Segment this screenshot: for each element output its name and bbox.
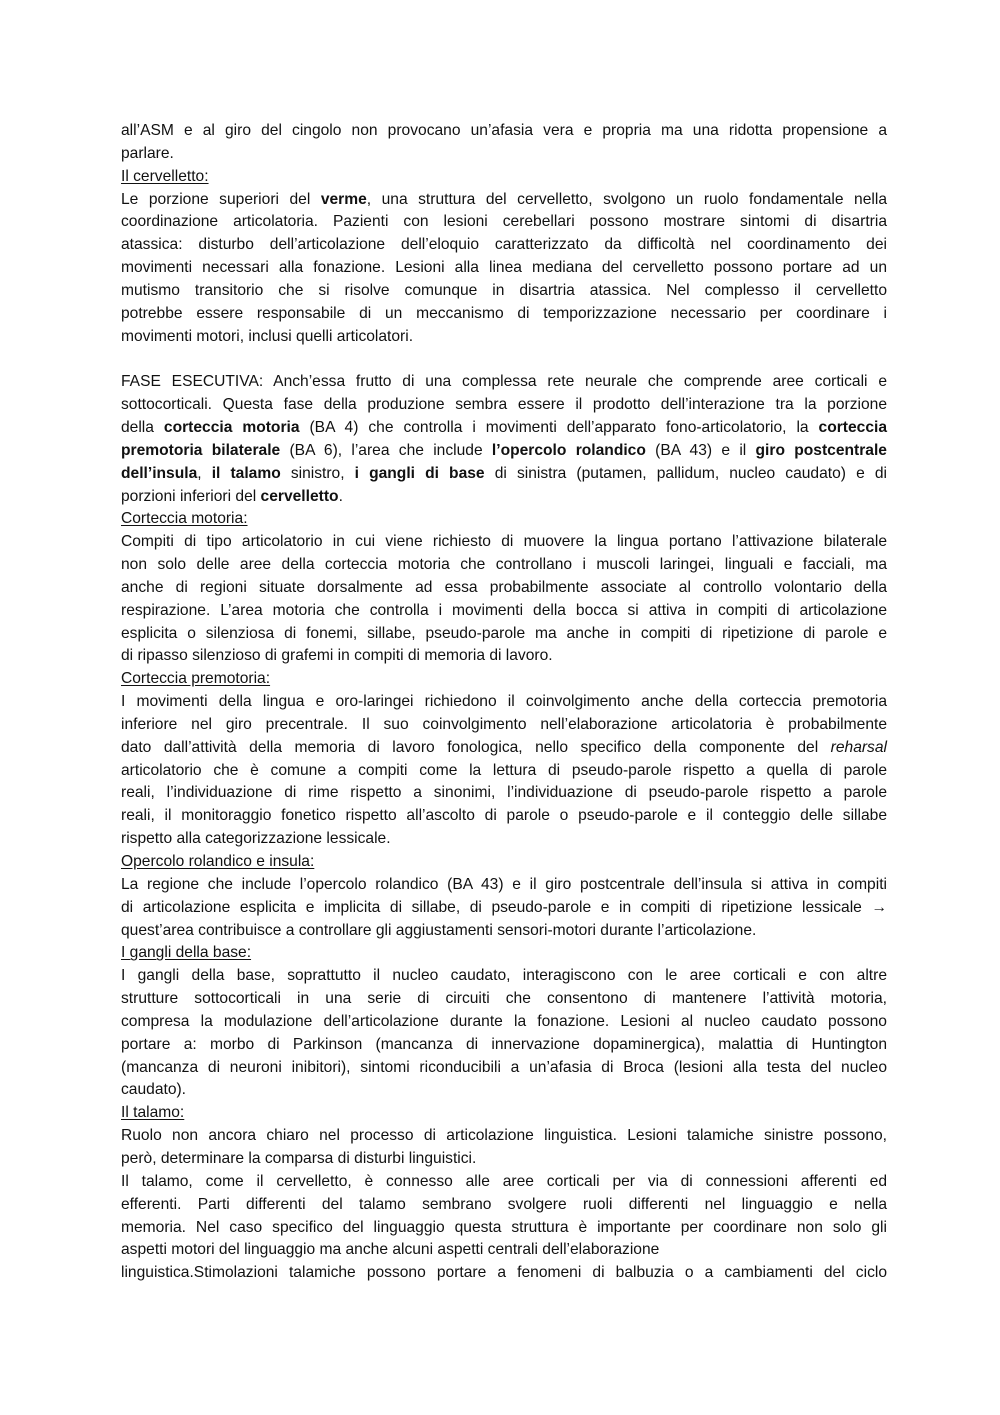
- text-line: (mancanza di neuroni inibitori), sintomi riconducibili a un’afasia di Broca (lesioni alla testa del nucleo: [121, 1058, 887, 1076]
- text-line: reali, l’individuazione di rime rispetto a sinonimi, l’individuazione di pseudo-parole rispetto a parole: [121, 784, 887, 802]
- text-line: rispetto alla categorizzazione lessicale.: [121, 830, 391, 848]
- text-run: della: [121, 418, 164, 436]
- text-line: Il talamo, come il cervelletto, è connesso alle aree corticali per via di connessioni afferenti ed: [121, 1172, 887, 1190]
- text-line: esplicita o silenziosa di fonemi, sillabe, pseudo-parole ma anche in compiti di ripetizione di parole e: [121, 624, 887, 642]
- text-line: memoria. Nel caso specifico del linguaggio questa struttura è importante per coordinare non solo gli: [121, 1218, 887, 1236]
- text-line: I gangli della base, soprattutto il nucleo caudato, interagiscono con le aree corticali e con altre: [121, 967, 887, 985]
- text-line: strutture sottocorticali in una serie di circuiti che consentono di mantenere l’attività motoria,: [121, 990, 887, 1008]
- text-line: mutismo transitorio che si risolve comunque in disartria atassica. Nel complesso il cervelletto: [121, 281, 887, 299]
- text-line: [121, 486, 887, 509]
- text-line: [121, 737, 887, 760]
- text-run: porzioni inferiori del: [121, 487, 261, 505]
- section-heading: Il cervelletto:: [121, 167, 209, 185]
- bold-term: il talamo: [211, 464, 281, 482]
- text-line: però, determinare la comparsa di disturbi linguistici.: [121, 1149, 477, 1167]
- text-run: (BA 43) e il: [645, 441, 756, 459]
- text-line: anche di regioni situate dorsalmente ad essa probabilmente associate al controllo volontario della: [121, 578, 887, 596]
- text-line: aspetti motori del linguaggio ma anche alcuni aspetti centrali dell’elaborazione: [121, 1241, 660, 1259]
- text-line: FASE ESECUTIVA: Anch’essa frutto di una complessa rete neurale che comprende aree corticali e: [121, 373, 887, 391]
- text-run: di sinistra (putamen, pallidum, nucleo caudato) e di: [484, 464, 887, 482]
- text-line: coordinazione articolatoria. Pazienti con lesioni cerebellari possono mostrare sintomi di disartria: [121, 213, 887, 231]
- bold-term: l’opercolo rolandico: [491, 441, 646, 459]
- text-line: articolatorio che è comune a compiti come la lettura di pseudo-parole rispetto a quella di parole: [121, 761, 887, 779]
- bold-term: corteccia: [818, 418, 888, 436]
- bold-term: giro postcentrale: [755, 441, 887, 459]
- text-run: sinistro,: [280, 464, 355, 482]
- text-line: quest’area contribuisce a controllare gli aggiustamenti sensori-motori durante l’articolazione.: [121, 921, 757, 939]
- text-line: reali, il monitoraggio fonetico rispetto all’ascolto di parole o pseudo-parole e il conteggio delle sillabe: [121, 807, 887, 825]
- text-line: potrebbe essere responsabile di un meccanismo di temporizzazione necessario per coordinare i: [121, 304, 887, 322]
- text-run: (BA 4) che controlla i movimenti dell’apparato fono-articolatorio, la: [299, 418, 819, 436]
- text-line: movimenti necessari alla fonazione. Lesioni alla linea mediana del cervelletto possono portare ad un: [121, 259, 887, 277]
- text-run: .: [338, 487, 343, 505]
- text-line: non solo delle aree della corteccia motoria che controllano i muscoli laringei, linguali e facciali, ma: [121, 556, 887, 574]
- text-line: [121, 189, 887, 212]
- text-line: La regione che include l’opercolo rolandico (BA 43) e il giro postcentrale dell’insula si attiva in compiti: [121, 875, 887, 893]
- bold-term: corteccia motoria: [163, 418, 300, 436]
- text-line: respirazione. L’area motoria che controlla i movimenti della bocca si attiva in compiti di articolazione: [121, 601, 887, 619]
- text-line: all’ASM e al giro del cingolo non provocano un’afasia vera e propria ma una ridotta propensione a: [121, 122, 887, 139]
- text-line: efferenti. Parti differenti del talamo sembrano svolgere ruoli differenti nel linguaggio e nella: [121, 1195, 887, 1213]
- text-line: linguistica.Stimolazioni talamiche possono portare a fenomeni di balbuzia o a cambiamenti del ciclo: [121, 1264, 887, 1282]
- paragraph-gap: [121, 348, 887, 371]
- text-line: [121, 440, 887, 463]
- italic-term: reharsal: [830, 738, 887, 756]
- text-run: , una struttura del cervelletto, svolgono un ruolo fondamentale nella: [366, 190, 887, 208]
- section-heading: Opercolo rolandico e insula:: [121, 853, 315, 870]
- text-line: parlare.: [121, 144, 174, 162]
- text-line: atassica: disturbo dell’articolazione dell’eloquio caratterizzato da difficoltà nel coordinamento dei: [121, 236, 887, 254]
- text-line: movimenti motori, inclusi quelli articolatori.: [121, 327, 414, 345]
- bold-term: i gangli di base: [354, 464, 485, 482]
- section-heading: Corteccia motoria:: [121, 510, 248, 528]
- bold-term: dell’insula: [121, 464, 198, 482]
- document-page: [121, 120, 887, 1285]
- text-line: portare a: morbo di Parkinson (mancanza di innervazione dopaminergica), malattia di Huntington: [121, 1035, 887, 1053]
- text-line: [121, 417, 887, 440]
- section-heading: I gangli della base:: [121, 944, 252, 962]
- bold-term: cervelletto: [260, 487, 339, 505]
- section-heading: Corteccia premotoria:: [121, 670, 271, 688]
- text-run: dato dall’attività della memoria di lavoro fonologica, nello specifico della componente del: [121, 738, 831, 756]
- text-line: di ripasso silenzioso di grafemi in compiti di memoria di lavoro.: [121, 647, 553, 665]
- text-run: Le porzione superiori del: [121, 190, 321, 208]
- text-line: Compiti di tipo articolatorio in cui viene richiesto di muovere la lingua portano l’attivazione bilaterale: [121, 533, 887, 551]
- text-line: caudato).: [121, 1081, 187, 1099]
- bold-term: verme: [320, 190, 367, 208]
- text-line: I movimenti della lingua e oro-laringei richiedono il coinvolgimento anche della corteccia premotoria: [121, 693, 887, 711]
- text-line: [121, 463, 887, 486]
- text-line: Ruolo non ancora chiaro nel processo di articolazione linguistica. Lesioni talamiche sinistre possono,: [121, 1127, 887, 1145]
- text-run: (BA 6), l’area che include: [280, 441, 492, 459]
- text-line: compresa la modulazione dell’articolazione durante la fonazione. Lesioni al nucleo caudato possono: [121, 1012, 887, 1030]
- text-line: inferiore nel giro precentrale. Il suo coinvolgimento nell’elaborazione articolatoria è probabilmente: [121, 715, 887, 733]
- bold-term: premotoria bilaterale: [121, 441, 281, 459]
- section-heading: Il talamo:: [121, 1104, 185, 1122]
- text-line: di articolazione esplicita e implicita di sillabe, di pseudo-parole e in compiti di ripetizione lessicale →: [121, 898, 887, 916]
- text-line: sottocorticali. Questa fase della produzione sembra essere il prodotto dell’interazione tra la porzione: [121, 396, 887, 414]
- text-run: ,: [197, 464, 212, 482]
